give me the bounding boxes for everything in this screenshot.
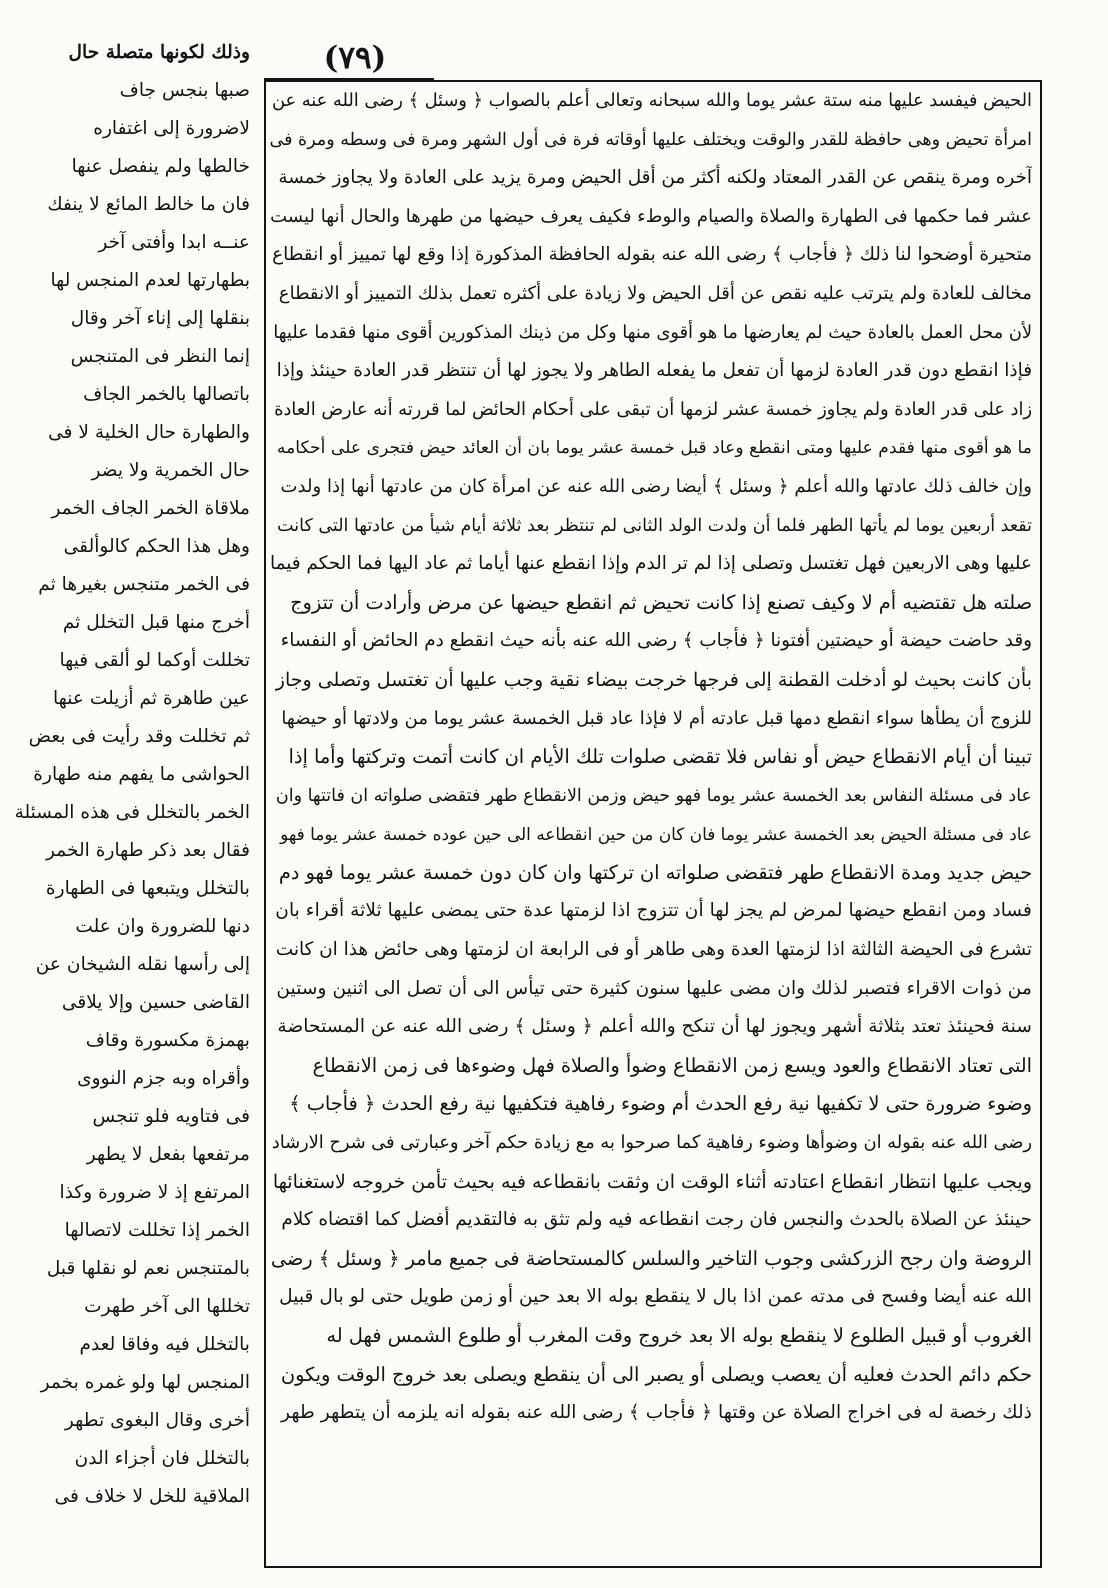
margin-text-line: تخللها الى آخر طهرت [84,1296,250,1317]
margin-text-line: إنما النظر فى المتنجس [70,346,250,367]
margin-text-line: تخللت أوكما لو ألقى فيها [59,650,250,671]
margin-text-line: عنــه ابدا وأفتى آخر [98,232,250,253]
margin-text-line: بالتخلل فيه وفاقا لعدم [79,1334,250,1355]
main-text-line: لأن محل العمل بالعادة حيث لم يعارضها ما هو أقوى منها وكل من ذينك المذكورين أقوى منها فقدما عليها [273,321,1032,343]
main-text-line: ذلك رخصة له فى اخراج الصلاة عن وقتها ﴿ فأجاب ﴾ رضى الله عنه بقوله انه يلزمه أن يتطهر طهر [281,1402,1032,1424]
margin-text-line: لاضرورة إلى اغتفاره [93,118,250,139]
main-text-line: زاد على قدر العادة ولم يجاوز خمسة عشر لزمها أن تبقى على أحكام الحائض لما قررته أنه عارض العادة [274,398,1032,420]
main-text-line: وقد حاضت حيضة أو حيضتين أفتونا ﴿ فأجاب ﴾ رضى الله عنه بأنه حيث انقطع دم الحائض أو النفساء [280,630,1032,652]
margin-text-line: دنها للضرورة وان علت [75,916,250,937]
main-text-line: آخره ومرة ينقص عن القدر المعتاد ولكنه أكثر من أقل الحيض ومرة يزيد على العادة ولا يجاوز خمسة [278,167,1032,189]
margin-text-line: خالطها ولم ينفصل عنها [71,156,250,177]
margin-text-line: بطهارتها لعدم المنجس لها [50,270,250,291]
margin-text-line: بالتخلل فان أجزاء الدن [74,1448,250,1469]
main-text-line: الغروب أو قبيل الطلوع لا ينقطع بوله الا بعد خروج وقت المغرب أو طلوع الشمس فهل له [326,1324,1032,1347]
main-text-line: للزوج أن يطأها سواء انقطع دمها قبل عادته أم لا فإذا عاد قبل الخمسة عشر يوما من ولادتها أو حيضها [281,707,1032,729]
main-text-body [270,82,1032,1568]
margin-text-line: والطهارة حال الخلية لا فى [48,422,250,443]
main-text-line: تشرع فى الحيضة الثالثة اذا لزمتها العدة وهى طاهر أو فى الرابعة ان لزمتها وهى حائض هذا ان كانت [275,939,1032,961]
margin-text-line: فان ما خالط المائع لا ينفك [47,194,250,215]
main-text-line: وضوء ضرورة حتى لا تكفيها نية رفع الحدث أم وضوء رفاهية فتكفيها نية رفع الحدث ﴿ فأجاب ﴾ [289,1092,1032,1116]
margin-text-line: وأقراه وبه جزم النووى [77,1068,250,1089]
main-text-line: رضى الله عنه بقوله ان وضوأها وضوء رفاهية كما صرحوا به مع زيادة حكم آخر وعبارتى فى شرح الارشاد [271,1132,1032,1154]
margin-text-line: فى فتاويه فلو تنجس [92,1106,250,1127]
main-text-line: عليها وهى الاربعين فهل تغتسل وتصلى إذا لم تر الدم وإذا انقطع عنها أياما ثم عاد اليها فما الحكم فيما [270,553,1032,575]
margin-text-line: فى الخمر متنجس بغيرها ثم [38,574,250,595]
page-number: (٧٩) [323,40,387,76]
margin-text-line: القاضى حسين وإلا يلاقى [61,992,250,1013]
margin-text-line: ثم تخللت وقد رأيت فى بعض [28,726,250,747]
margin-text-line: الخمر بالتخلل فى هذه المسئلة [14,802,250,823]
margin-text-line: وهل هذا الحكم كالوألقى [63,536,250,557]
margin-text-line: إلى رأسها نقله الشيخان عن [35,954,250,975]
margin-text-line: بهمزة مكسورة وقاف [85,1030,250,1051]
margin-text-line: فقال بعد ذكر طهارة الخمر [45,840,250,861]
main-text-line: سنة فحينئذ تعتد بثلاثة أشهر ويجوز لها أن تنكح والله أعلم ﴿ وسئل ﴾ رضى الله عنه عن المستحاضة [277,1016,1032,1038]
margin-text-line: بالمتنجس نعم لو نقلها قبل [46,1258,250,1279]
margin-text-line: الحواشى ما يفهم منه طهارة [33,764,250,785]
margin-text-line: باتصالها بالخمر الجاف [83,384,250,405]
margin-text-line: مرتفعها بفعل لا يطهر [86,1144,250,1165]
main-text-line: حكم دائم الحدث فعليه أن يعصب ويصلى أو يصبر الى أن ينقطع ويصلى بعد خروج الوقت ويكون [280,1362,1032,1386]
main-text-line: من ذوات الاقراء فتصبر لذلك وان مضى عليها سنون كثيرة حتى تيأس الى أن تصل الى اثنين وستين [276,977,1032,999]
margin-text-line: الخمر إذا تخللت لاتصالها [64,1220,250,1241]
main-text-line: ويجب عليها انتظار انقطاع اعتادته أثناء الوقت ان وثقت بانقطاعه فيه بحيث تأمن خروجه لاستغنائها [272,1170,1032,1193]
main-text-line: صلته هل تقتضيه أم لا وكيف تصنع إذا كانت تحيض ثم انقطع حيضها عن مرض وأرادت أن تتزوج [290,590,1032,614]
margin-commentary [12,34,250,1554]
main-text-line: ما هو أقوى منها فقدم عليها ومتى انقطع وعاد قبل خمسة عشر يوما بان أن العائد حيض فتجرى على أحكامه [276,438,1032,459]
margin-text-line: أخرى وقال البغوى تطهر [64,1410,250,1431]
main-text-line: التى تعتاد الانقطاع والعود ويسع زمن الانقطاع وضوأ والصلاة فهل وضوءها فى زمن الانقطاع [312,1053,1032,1077]
main-text-line: الروضة وان رجح الزركشى وجوب التاخير والسلس كالمستحاضة فى جميع مامر ﴿ وسئل ﴾ رضى [270,1246,1032,1270]
main-text-line: تقعد أربعين يوما لم يأتها الطهر فلما أن ولدت الولد الثانى لم تنتظر بعد ثلاثة أيام شيأ من عادتها التى كانت [277,515,1032,536]
margin-text-line: بالتخلل ويتبعها فى الطهارة [45,878,250,899]
margin-text-line: المنجس لها ولو غمره بخمر [40,1372,250,1393]
main-text-line: عاد فى مسئلة الحيض بعد الخمسة عشر يوما فان كان من حين انقطاعه الى حين عوده خمسة عشر يوما فهو [280,824,1032,845]
main-text-line: تبينا أن أيام الانقطاع حيض أو نفاس فلا تقضى صلوات تلك الأيام ان كانت أتمت وتركتها وأما إذا [288,745,1032,769]
main-text-line: وإن خالف ذلك عادتها والله أعلم ﴿ وسئل ﴾ أيضا رضى الله عنه عن امرأة كان من عادتها أنها إذا ولدت [280,475,1032,497]
main-text-line: متحيرة أوضحوا لنا ذلك ﴿ فأجاب ﴾ رضى الله عنه بقوله الحافظة المذكورة إذا وقع لها تمييز أو انقطاع [272,244,1032,266]
main-text-line: مخالف للعادة ولم يترتب عليه نقص عن أقل الحيض ولا زيادة على أكثره تعمل بذلك التمييز أو الانقطاع [278,282,1032,304]
main-text-line: بأن كانت بحيث لو أدخلت القطنة إلى فرجها خرجت بيضاء نقية وجب عليها أن تغتسل وتصلى وجاز [275,668,1032,691]
main-text-line: فإذا انقطع دون قدر العادة لزمها أن تفعل ما يفعله الطاهر ولا يجوز لها أن تنتظر قدر العادة حينئذ وإذا [276,360,1032,382]
main-text-line: حيض جديد ومدة الانقطاع طهر فتقضى صلواته ان تركتها وان كان دون خمسة عشر يوما فهو دم [278,860,1032,884]
main-text-line: الله عنه أيضا وفسح فى مدته عمن اذا بال لا ينقطع بوله الا بعد حين أو زمن طويل حتى لو بال قبيل [279,1286,1032,1308]
margin-text-line: ملاقاة الخمر الجاف الخمر [51,498,250,519]
margin-text-line: حال الخمرية ولا يضر [91,460,250,481]
margin-text-line: بنقلها إلى إناء آخر وقال [70,308,250,329]
main-text-line: فساد ومن انقطع حيضها لمرض لم يجز لها أن تتزوج اذا لزمتها عدة حتى يمضى عليها ثلاثة أقراء بان [275,900,1032,922]
margin-text-line: عين طاهرة ثم أزيلت عنها [53,688,250,709]
main-text-line: عاد فى مسئلة النفاس بعد الخمسة عشر يوما فهو حيض وزمن الانقطاع طهر فتقضى صلواته ان فاتتها وان [275,785,1032,806]
margin-text-line: الملاقية للخل لا خلاف فى [54,1486,250,1507]
margin-text-line: وذلك لكونها متصلة حال [68,42,250,63]
main-text-line: حينئذ عن الصلاة بالحدث والنجس فان رجت انقطاعه فيه ولم تثق به فالتقديم أفضل كما اقتضاه كلام [281,1209,1032,1231]
margin-text-line: أخرج منها قبل التخلل ثم [62,612,250,633]
margin-text-line: المرتفع إذ لا ضرورة وكذا [59,1182,250,1203]
main-text-line: عشر فما حكمها فى الطهارة والصلاة والصيام والوطء فكيف يعرف حيضها من طهرها والحال أنها ليست [270,205,1032,227]
margin-text-line: صبها بنجس جاف [119,80,250,101]
main-text-line: الحيض فيفسد عليها منه ستة عشر يوما والله سبحانه وتعالى أعلم بالصواب ﴿ وسئل ﴾ رضى الله عنه عن [271,90,1032,111]
main-text-line: امرأة تحيض وهى حافظة للقدر والوقت ويختلف عليها أوقاته فرة فى أول الشهر ومرة فى وسطه ومرة فى [270,129,1032,150]
